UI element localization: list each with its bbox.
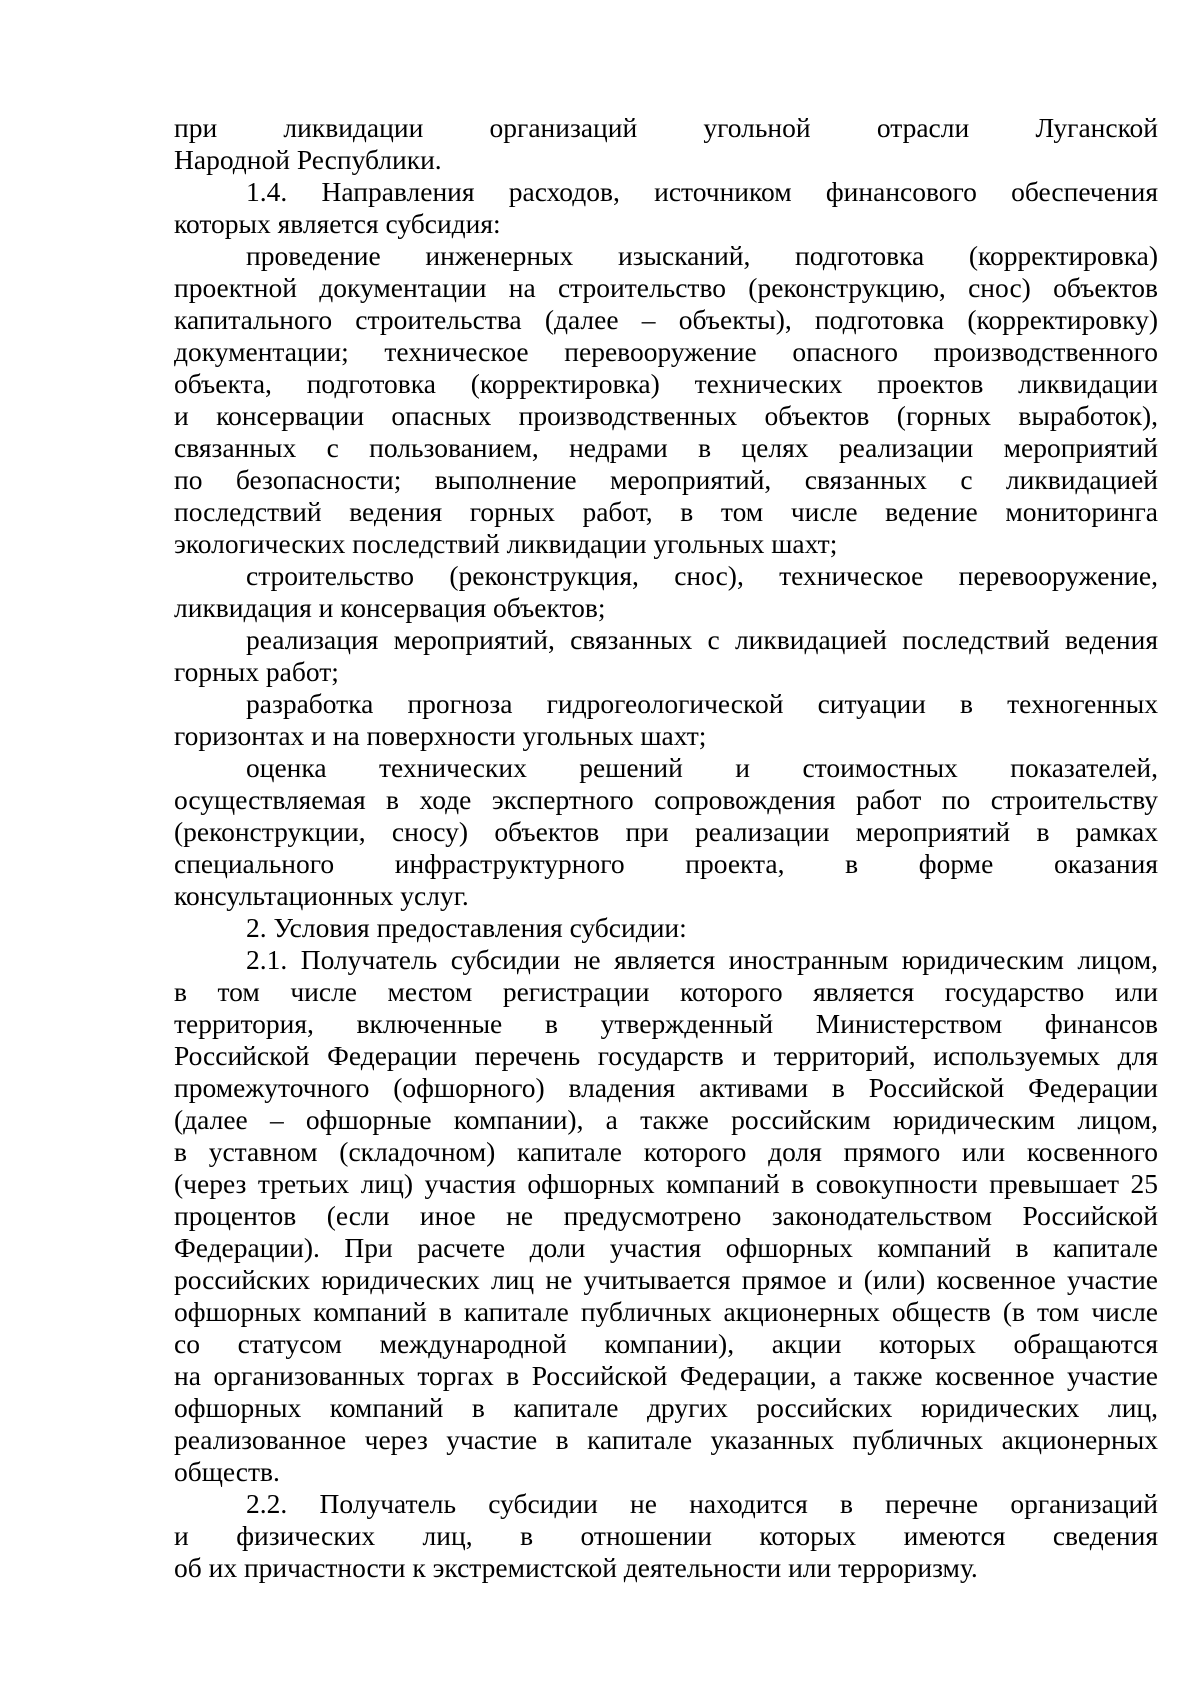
text-line: на организованных торгах в Российской Федерации, а также косвенное участие <box>174 1360 1158 1391</box>
text-line: которых является субсидия: <box>174 208 501 239</box>
text-line: связанных с пользованием, недрами в целях реализации мероприятий <box>174 432 1158 463</box>
text-line: со статусом международной компании), акции которых обращаются <box>174 1328 1158 1359</box>
text-line: документации; техническое перевооружение опасного производственного <box>174 336 1158 367</box>
text-line: 2.1. Получатель субсидии не является иностранным юридическим лицом, <box>246 944 1158 975</box>
text-line: осуществляемая в ходе экспертного сопровождения работ по строительству <box>174 784 1158 815</box>
text-line: (реконструкции, сносу) объектов при реализации мероприятий в рамках <box>174 816 1158 847</box>
text-line: 2.2. Получатель субсидии не находится в перечне организаций <box>246 1488 1158 1519</box>
text-line: процентов (если иное не предусмотрено законодательством Российской <box>174 1200 1158 1231</box>
text-line: российских юридических лиц не учитывается прямое и (или) косвенное участие <box>174 1264 1158 1295</box>
text-line: разработка прогноза гидрогеологической ситуации в техногенных <box>246 688 1158 719</box>
text-line: территория, включенные в утвержденный Министерством финансов <box>174 1008 1158 1039</box>
text-line: об их причастности к экстремистской деятельности или терроризму. <box>174 1552 978 1583</box>
text-line: в уставном (складочном) капитале которого доля прямого или косвенного <box>174 1136 1158 1167</box>
text-line: консультационных услуг. <box>174 880 469 911</box>
text-line: реализация мероприятий, связанных с ликвидацией последствий ведения <box>246 624 1158 655</box>
text-line: 2. Условия предоставления субсидии: <box>246 912 687 943</box>
text-line: (далее – офшорные компании), а также российским юридическим лицом, <box>174 1104 1158 1135</box>
text-line: горных работ; <box>174 656 339 687</box>
text-line: проектной документации на строительство (реконструкцию, снос) объектов <box>174 272 1158 303</box>
text-line: 1.4. Направления расходов, источником финансового обеспечения <box>246 176 1158 207</box>
text-line: объекта, подготовка (корректировка) технических проектов ликвидации <box>174 368 1158 399</box>
text-line: специального инфраструктурного проекта, в форме оказания <box>174 848 1158 879</box>
text-line: оценка технических решений и стоимостных показателей, <box>246 752 1158 783</box>
text-line: экологических последствий ликвидации угольных шахт; <box>174 528 838 559</box>
text-line: Народной Республики. <box>174 144 442 175</box>
document-body <box>174 112 1158 1584</box>
text-line: и консервации опасных производственных объектов (горных выработок), <box>174 400 1158 431</box>
text-line: капитального строительства (далее – объекты), подготовка (корректировку) <box>174 304 1158 335</box>
text-line: офшорных компаний в капитале других российских юридических лиц, <box>174 1392 1158 1423</box>
text-line: реализованное через участие в капитале указанных публичных акционерных <box>174 1424 1158 1455</box>
text-line: при ликвидации организаций угольной отрасли Луганской <box>174 112 1158 143</box>
text-line: (через третьих лиц) участия офшорных компаний в совокупности превышает 25 <box>174 1168 1158 1199</box>
text-line: Федерации). При расчете доли участия офшорных компаний в капитале <box>174 1232 1158 1263</box>
text-line: горизонтах и на поверхности угольных шахт; <box>174 720 707 751</box>
text-line: строительство (реконструкция, снос), техническое перевооружение, <box>246 560 1158 591</box>
text-line: Российской Федерации перечень государств и территорий, используемых для <box>174 1040 1158 1071</box>
text-line: офшорных компаний в капитале публичных акционерных обществ (в том числе <box>174 1296 1158 1327</box>
text-line: ликвидация и консервация объектов; <box>174 592 606 623</box>
text-line: в том числе местом регистрации которого является государство или <box>174 976 1158 1007</box>
text-line: проведение инженерных изысканий, подготовка (корректировка) <box>246 240 1158 271</box>
text-line: по безопасности; выполнение мероприятий, связанных с ликвидацией <box>174 464 1158 495</box>
text-line: и физических лиц, в отношении которых имеются сведения <box>174 1520 1158 1551</box>
text-line: обществ. <box>174 1456 280 1487</box>
text-line: последствий ведения горных работ, в том числе ведение мониторинга <box>174 496 1158 527</box>
text-line: промежуточного (офшорного) владения активами в Российской Федерации <box>174 1072 1158 1103</box>
